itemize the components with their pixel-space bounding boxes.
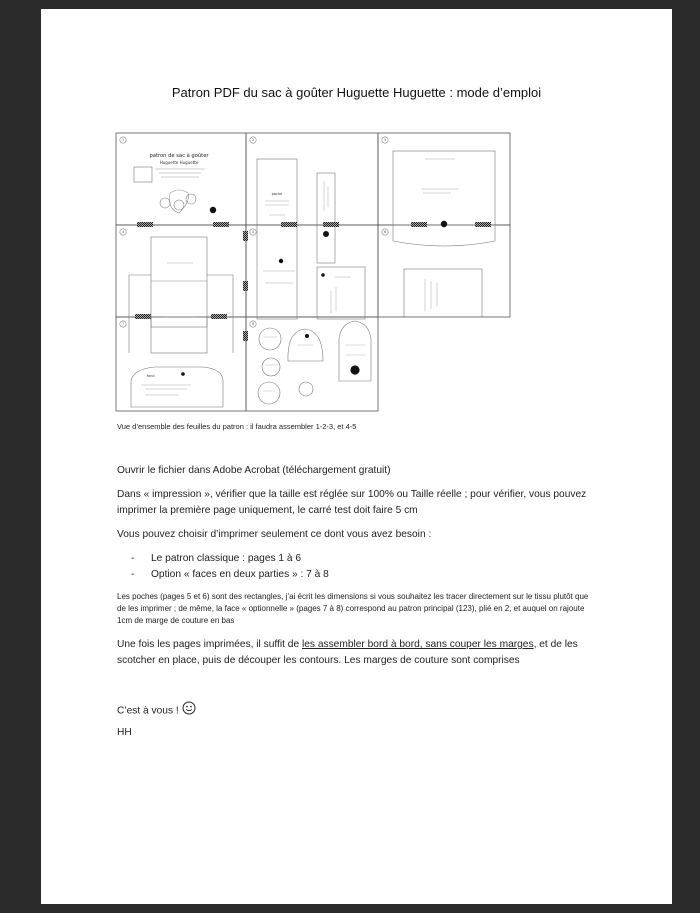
list-item: - Option « faces en deux parties » : 7 à 8 bbox=[131, 569, 329, 580]
page-title: Patron PDF du sac à goûter Huguette Huguette : mode d’emploi bbox=[171, 85, 542, 100]
sheet-number: 8 bbox=[251, 322, 255, 327]
instruction-choose-pages: Vous pouvez choisir d’imprimer seulement ce dont vous avez besoin : bbox=[117, 529, 432, 540]
assemble-link-text: les assembler bord à bord, sans couper les marges bbox=[301, 639, 534, 650]
sheet-number: 6 bbox=[383, 230, 387, 235]
fond-label: fond bbox=[147, 374, 155, 378]
sheet-number: 4 bbox=[121, 230, 125, 235]
poche-label: poche bbox=[271, 192, 283, 196]
instruction-print-settings: Dans « impression », vérifier que la taille est réglée sur 100% ou Taille réelle ; pour vérifier, vous pouvez imprimer la première page uniquement, le carré test doit faire 5 cm bbox=[117, 489, 587, 516]
pattern-overview-image bbox=[115, 131, 513, 415]
sheet-number: 1 bbox=[121, 138, 125, 143]
closing-line: C’est à vous ! bbox=[117, 701, 595, 721]
sheet-number: 3 bbox=[383, 138, 387, 143]
note-paragraph: Les poches (pages 5 et 6) sont des rectangles, j’ai écrit les dimensions si vous souhaitez les tracer directement sur le tissu plutôt que de les imprimer ; de même, la face « optionnelle » (pages 7 à 8) correspond au patron principal (123), plié en 2, et auquel on rajoute 1cm de marge de couture en bas bbox=[117, 592, 589, 625]
sheet-number: 7 bbox=[121, 322, 125, 327]
overview-caption: Vue d’ensemble des feuilles du patron : il faudra assembler 1-2-3, et 4-5 bbox=[117, 422, 357, 431]
list-item: - Le patron classique : pages 1 à 6 bbox=[131, 553, 302, 564]
instruction-assemble: Une fois les pages imprimées, il suffit de les assembler bord à bord, sans couper les marges, et de les scotcher en place, puis de découper les contours. Les marges de couture sont comprises bbox=[117, 639, 578, 666]
signature: HH bbox=[117, 727, 132, 738]
instruction-open-file: Ouvrir le fichier dans Adobe Acrobat (téléchargement gratuit) bbox=[117, 465, 391, 476]
pages-list bbox=[131, 551, 329, 583]
pattern-subheader: Huguette Huguette bbox=[159, 160, 199, 165]
pattern-header: patron de sac à goûter bbox=[149, 153, 209, 159]
smiley-icon bbox=[182, 701, 196, 721]
sheet-number: 2 bbox=[251, 138, 255, 143]
sheet-number: 5 bbox=[251, 230, 255, 235]
document-page bbox=[41, 9, 672, 904]
